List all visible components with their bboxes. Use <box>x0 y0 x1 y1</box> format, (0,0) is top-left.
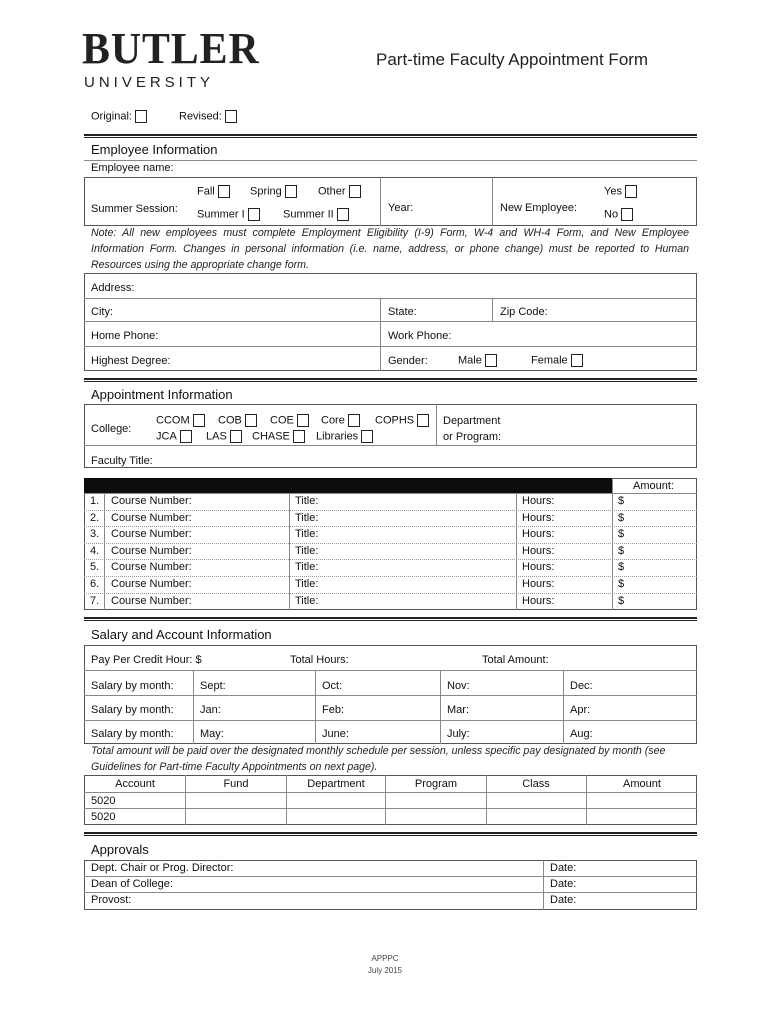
male-option: Male <box>458 354 497 367</box>
date-label: Date: <box>550 862 577 874</box>
zip-label: Zip Code: <box>500 306 548 318</box>
month-label: Feb: <box>322 704 345 716</box>
provost-label: Provost: <box>91 894 132 906</box>
new-employee-label: New Employee: <box>500 202 578 214</box>
yes-checkbox[interactable] <box>625 185 637 198</box>
yes-option: Yes <box>604 185 637 198</box>
libraries-option: Libraries <box>316 430 373 443</box>
date-label: Date: <box>550 878 577 890</box>
employee-note: Note: All new employees must complete Employment Eligibility (I-9) Form, W-4 and WH-4 Form, and New Employee Information Form. Changes in personal information (i.e. name, address, or phone change) must be reported to Human Resources using the appropriate change form. <box>91 227 689 271</box>
logo-wordmark: BUTLER <box>82 24 260 73</box>
female-option: Female <box>531 354 583 367</box>
account-header: Class <box>522 778 550 790</box>
no-checkbox[interactable] <box>621 208 633 221</box>
course-number-label: Course Number: <box>111 545 192 557</box>
course-title-label: Title: <box>295 495 319 507</box>
total-amount-label: Total Amount: <box>482 654 549 666</box>
account-header: Program <box>414 778 458 790</box>
course-table-header <box>84 478 612 493</box>
chase-option: CHASE <box>252 430 305 443</box>
course-title-label: Title: <box>295 512 319 524</box>
course-row-number: 4. <box>90 545 100 557</box>
male-checkbox[interactable] <box>485 354 497 367</box>
course-hours-label: Hours: <box>522 528 555 540</box>
month-label: Sept: <box>200 680 226 692</box>
course-row-number: 7. <box>90 595 100 607</box>
course-number-label: Course Number: <box>111 578 192 590</box>
course-number-label: Course Number: <box>111 595 192 607</box>
libraries-checkbox[interactable] <box>361 430 373 443</box>
month-label: Aug: <box>570 728 593 740</box>
month-label: June: <box>322 728 349 740</box>
month-label: Apr: <box>570 704 591 716</box>
salary-by-month-label: Salary by month: <box>91 704 174 716</box>
month-label: July: <box>447 728 470 740</box>
account-header: Fund <box>223 778 249 790</box>
highest-degree-label: Highest Degree: <box>91 355 171 367</box>
logo-subtitle: UNIVERSITY <box>84 74 215 91</box>
faculty-title-label: Faculty Title: <box>91 455 153 467</box>
female-checkbox[interactable] <box>571 354 583 367</box>
employee-section-title: Employee Information <box>91 142 218 157</box>
account-header: Account <box>115 778 155 790</box>
account-cell: 5020 <box>91 811 116 823</box>
chair-label: Dept. Chair or Prog. Director: <box>91 862 234 874</box>
summer-session-label: Summer Session: <box>91 203 178 215</box>
cob-checkbox[interactable] <box>245 414 257 427</box>
course-amount-label: $ <box>618 512 625 524</box>
course-number-label: Course Number: <box>111 495 192 507</box>
section-divider <box>84 378 697 382</box>
summer1-option: Summer I <box>197 208 260 221</box>
city-label: City: <box>91 306 113 318</box>
section-divider <box>84 617 697 621</box>
course-amount-label: $ <box>618 595 625 607</box>
core-option: Core <box>321 414 360 427</box>
total-hours-label: Total Hours: <box>290 654 349 666</box>
work-phone-label: Work Phone: <box>388 330 452 342</box>
dean-label: Dean of College: <box>91 878 173 890</box>
course-amount-label: $ <box>618 561 625 573</box>
course-title-label: Title: <box>295 528 319 540</box>
year-label: Year: <box>388 202 414 214</box>
core-checkbox[interactable] <box>348 414 360 427</box>
fall-option: Fall <box>197 185 230 198</box>
approvals-section-title: Approvals <box>91 842 149 857</box>
course-hours-label: Hours: <box>522 578 555 590</box>
month-label: Mar: <box>447 704 469 716</box>
form-title: Part-time Faculty Appointment Form <box>376 50 649 69</box>
cophs-option: COPHS <box>375 414 429 427</box>
ccom-checkbox[interactable] <box>193 414 205 427</box>
revised-option: Revised: <box>179 110 237 123</box>
spring-checkbox[interactable] <box>285 185 297 198</box>
footer-code: APPPC <box>371 954 399 963</box>
summer2-option: Summer II <box>283 208 349 221</box>
course-number-label: Course Number: <box>111 561 192 573</box>
salary-note: Total amount will be paid over the designated monthly schedule per session, unless specific pay designated by month (see Guidelines for Part-time Faculty Appointments on next page). <box>91 745 666 773</box>
coe-checkbox[interactable] <box>297 414 309 427</box>
course-amount-label: $ <box>618 528 625 540</box>
course-hours-label: Hours: <box>522 545 555 557</box>
ccom-option: CCOM <box>156 414 205 427</box>
summer1-checkbox[interactable] <box>248 208 260 221</box>
las-option: LAS <box>206 430 242 443</box>
section-divider <box>84 134 697 138</box>
course-row-number: 1. <box>90 495 100 507</box>
chase-checkbox[interactable] <box>293 430 305 443</box>
month-label: Nov: <box>447 680 470 692</box>
date-label: Date: <box>550 894 577 906</box>
fall-checkbox[interactable] <box>218 185 230 198</box>
gender-label: Gender: <box>388 355 428 367</box>
amount-header: Amount: <box>633 480 674 492</box>
summer2-checkbox[interactable] <box>337 208 349 221</box>
cophs-checkbox[interactable] <box>417 414 429 427</box>
college-label: College: <box>91 423 132 435</box>
cob-option: COB <box>218 414 257 427</box>
original-checkbox[interactable] <box>135 110 147 123</box>
course-amount-label: $ <box>618 578 625 590</box>
month-label: Oct: <box>322 680 343 692</box>
other-option: Other <box>318 185 361 198</box>
course-row-number: 3. <box>90 528 100 540</box>
course-amount-label: $ <box>618 545 625 557</box>
no-option: No <box>604 208 633 221</box>
course-title-label: Title: <box>295 595 319 607</box>
month-label: Dec: <box>570 680 593 692</box>
salary-section-title: Salary and Account Information <box>91 627 272 642</box>
salary-by-month-label: Salary by month: <box>91 680 174 692</box>
department-label: Department <box>443 415 501 427</box>
address-label: Address: <box>91 282 135 294</box>
home-phone-label: Home Phone: <box>91 330 159 342</box>
course-row-number: 2. <box>90 512 100 524</box>
account-header: Amount <box>623 778 661 790</box>
account-cell: 5020 <box>91 795 116 807</box>
other-checkbox[interactable] <box>349 185 361 198</box>
course-hours-label: Hours: <box>522 595 555 607</box>
coe-option: COE <box>270 414 309 427</box>
course-amount-label: $ <box>618 495 625 507</box>
course-hours-label: Hours: <box>522 512 555 524</box>
jca-option: JCA <box>156 430 192 443</box>
course-number-label: Course Number: <box>111 512 192 524</box>
course-title-label: Title: <box>295 561 319 573</box>
per-credit-label: Pay Per Credit Hour: $ <box>91 654 202 666</box>
course-number-label: Course Number: <box>111 528 192 540</box>
revised-checkbox[interactable] <box>225 110 237 123</box>
course-hours-label: Hours: <box>522 495 555 507</box>
course-hours-label: Hours: <box>522 561 555 573</box>
original-option: Original: <box>91 110 147 123</box>
salary-by-month-label: Salary by month: <box>91 728 174 740</box>
section-divider <box>84 832 697 836</box>
month-label: Jan: <box>200 704 221 716</box>
state-label: State: <box>388 306 417 318</box>
appointment-section-title: Appointment Information <box>91 387 233 402</box>
las-checkbox[interactable] <box>230 430 242 443</box>
spring-option: Spring <box>250 185 297 198</box>
or-program-label: or Program: <box>443 431 502 443</box>
month-label: May: <box>200 728 224 740</box>
course-title-label: Title: <box>295 578 319 590</box>
course-title-label: Title: <box>295 545 319 557</box>
footer-date: July 2015 <box>367 966 403 975</box>
jca-checkbox[interactable] <box>180 430 192 443</box>
course-row-number: 5. <box>90 561 100 573</box>
course-row-number: 6. <box>90 578 100 590</box>
employee-name-label: Employee name: <box>91 162 174 174</box>
account-header: Department <box>307 778 365 790</box>
